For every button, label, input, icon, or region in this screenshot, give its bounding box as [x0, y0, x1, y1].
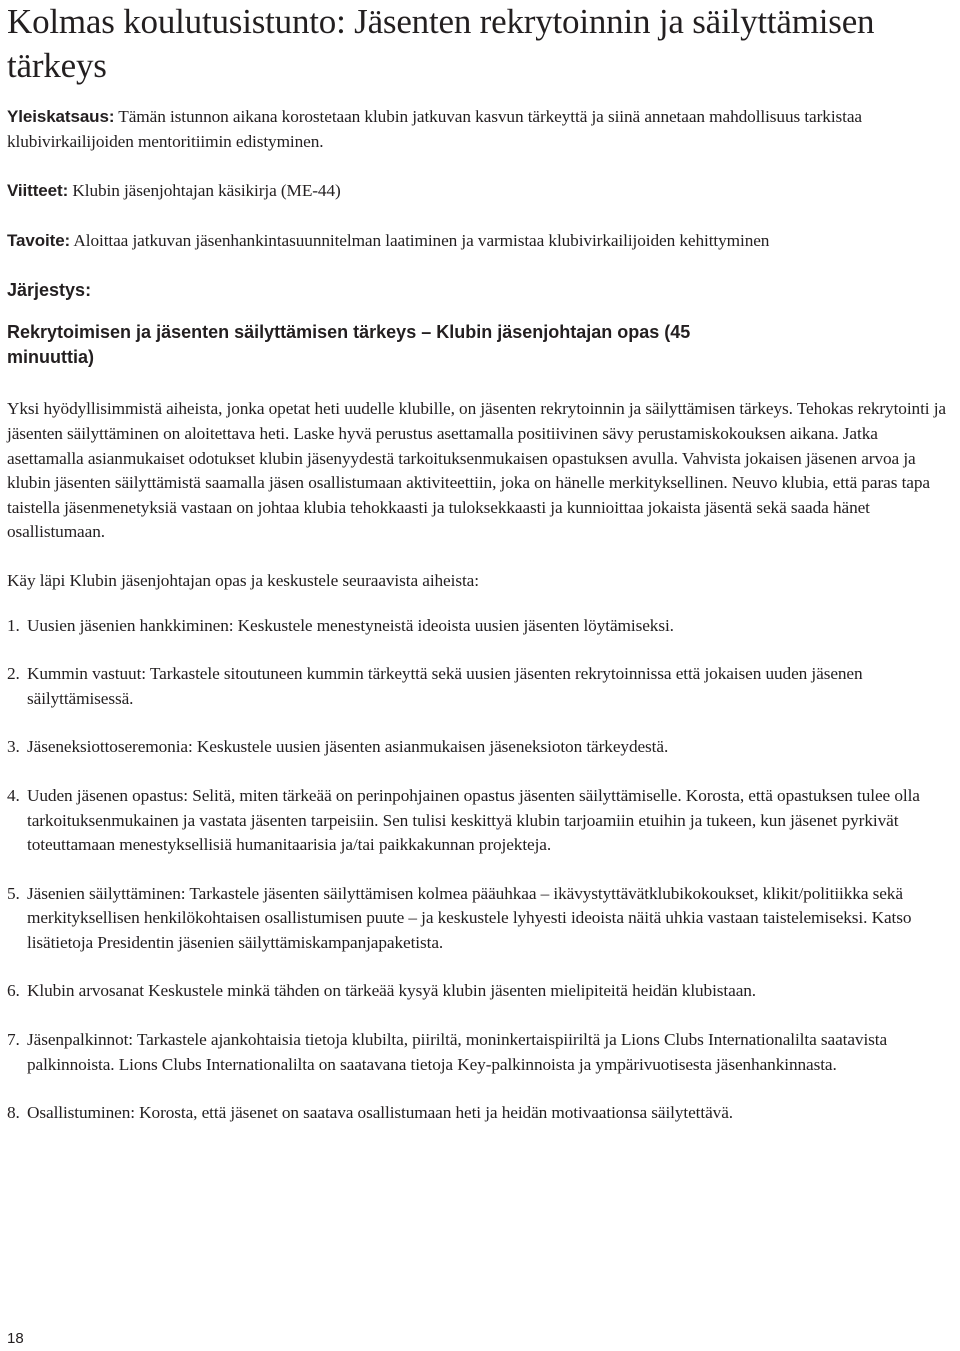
topic-text: Jäseneksiottoseremonia: Keskustele uusien jäsenten asianmukaisen jäseneksioton tärkeydestä.	[27, 737, 669, 757]
topic-item	[7, 614, 953, 639]
overview-label: Yleiskatsaus:	[7, 107, 115, 126]
topic-item	[7, 1028, 953, 1077]
topic-number: 5.	[7, 883, 20, 903]
topic-text: Uuden jäsenen opastus: Selitä, miten tärkeää on perinpohjainen opastus jäsenten säilyttämiselle. Korosta, että opastuksen tulee olla tarkoituksenmukainen ja vastata jäsenten tarpeisiin. Sen tulisi keskittyä klubin tarjoamiin etuihin ja tukeen, kun jäsenet pyrkivät toteuttamaan menestyksellisiä humanitaarisia ja/tai paikkakunnan projekteja.	[27, 785, 920, 855]
topic-text: Klubin arvosanat Keskustele minkä tähden on tärkeää kysyä klubin jäsenten mielipiteitä heidän klubistaan.	[27, 981, 757, 1001]
document-page	[7, 0, 953, 1150]
topic-text: Osallistuminen: Korosta, että jäsenet on saatava osallistumaan heti ja heidän motivaationsa säilytettävä.	[27, 1103, 733, 1123]
order-heading: Järjestys:	[7, 280, 92, 301]
references-label: Viitteet:	[7, 181, 69, 201]
topic-item	[7, 979, 953, 1004]
page-number: 18	[7, 1330, 24, 1347]
topic-number: 1.	[7, 615, 20, 635]
topics-list	[7, 614, 953, 1126]
references-text: Klubin jäsenjohtajan käsikirja (ME-44)	[68, 181, 341, 201]
topic-text: Jäsenpalkinnot: Tarkastele ajankohtaisia tietoja klubilta, piiriltä, moninkertaispiiriltä ja Lions Clubs Internationalilta saatavista palkinnoista. Lions Clubs Internationalilta on saatavana tietoja Key-palkinnoista ja ympärivuotisesta jäsenhankinnasta.	[27, 1030, 888, 1074]
section-review-instruction: Käy läpi Klubin jäsenjohtajan opas ja keskustele seuraavista aiheista:	[7, 570, 479, 590]
topic-text: Kummin vastuut: Tarkastele sitoutuneen kummin tärkeyttä sekä uusien jäsenten rekrytoinnissa että jokaisen uuden jäsenen säilyttämisessä.	[27, 664, 863, 708]
topic-number: 8.	[7, 1103, 20, 1123]
overview-text: Tämän istunnon aikana korostetaan klubin jatkuvan kasvun tärkeyttä ja siinä annetaan mahdollisuus tarkistaa klubivirkailijoiden mentoritiimin edistyminen.	[7, 107, 862, 151]
topic-number: 3.	[7, 737, 20, 757]
topic-number: 4.	[7, 785, 20, 805]
page-title: Kolmas koulutusistunto: Jäsenten rekrytoinnin ja säilyttämisen tärkeys	[7, 2, 875, 85]
topic-item	[7, 882, 953, 956]
section-intro: Yksi hyödyllisimmistä aiheista, jonka opetat heti uudelle klubille, on jäsenten rekrytoinnin ja säilyttämisen tärkeys. Tehokas rekrytointi ja jäsenten säilyttäminen on aloitettava heti. Laske hyvä perustus asettamalla positiivinen sävy perustamiskokouksen aikana. Jatka asettamalla asianmukaiset odotukset klubin jäsenyydestä tarkoituksenmukaisen opastuksen avulla. Vahvista jokaisen jäsenen arvoa ja klubin jäsenten säilyttämistä saamalla jäsen osallistumaan aktiviteettiin, joka on hänelle merkityksellinen. Neuvo klubia, että paras tapa taistella jäsenmenetyksiä vastaan on johtaa klubia tehokkaasti ja tuloksekkaasti ja kunnioittaa jokaista jäsentä sekä saada hänet osallistumaan.	[7, 399, 946, 542]
section-heading: Rekrytoimisen ja jäsenten säilyttämisen tärkeys – Klubin jäsenjohtajan opas (45 minuuttia)	[7, 322, 691, 368]
goal-label: Tavoite:	[7, 230, 71, 250]
topic-number: 6.	[7, 981, 20, 1001]
topic-item	[7, 784, 953, 858]
topic-number: 2.	[7, 664, 20, 684]
topic-text: Uusien jäsenien hankkiminen: Keskustele menestyneistä ideoista uusien jäsenten löytämiseksi.	[27, 615, 674, 635]
goal-text: Aloittaa jatkuvan jäsenhankintasuunnitelman laatiminen ja varmistaa klubivirkailijoiden kehittyminen	[70, 230, 770, 250]
topic-item	[7, 735, 953, 760]
goal-paragraph	[7, 229, 953, 254]
topic-text: Jäsenien säilyttäminen: Tarkastele jäsenten säilyttämisen kolmea pääuhkaa – ikävystyttävätklubikokoukset, klikit/politiikka sekä merkityksellisen henkilökohtaisen osallistumisen puute – ja keskustele lyhyesti ideoista näitä uhkia vastaan taistelemiseksi. Katso lisätietoja Presidentin jäsenien säilyttämiskampanjapaketista.	[27, 883, 912, 952]
topic-item	[7, 1101, 953, 1126]
references-paragraph	[7, 179, 953, 204]
overview-paragraph	[7, 105, 953, 154]
topic-number: 7.	[7, 1030, 20, 1050]
topic-item	[7, 662, 953, 711]
